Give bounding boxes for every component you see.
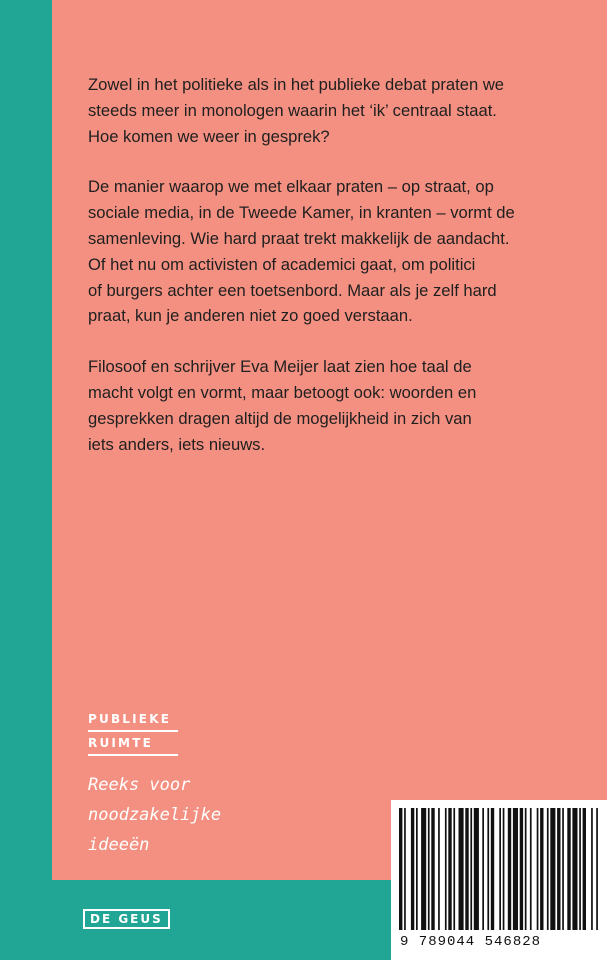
- blurb-line: gesprekken dragen altijd de mogelijkheid in zich van: [88, 408, 472, 428]
- back-cover-blurb: [88, 72, 588, 482]
- series-logo-rule: [88, 730, 178, 732]
- blurb-line: steeds meer in monologen waarin het ‘ik’ centraal staat.: [88, 100, 497, 120]
- series-logo: [88, 710, 178, 756]
- blurb-line: Hoe komen we weer in gesprek?: [88, 126, 330, 146]
- series-logo-line1: PUBLIEKE: [88, 712, 172, 726]
- blurb-line: Of het nu om activisten of academici gaat, om politici: [88, 254, 476, 274]
- blurb-paragraph-2: [88, 174, 588, 329]
- blurb-paragraph-3: [88, 354, 588, 457]
- tagline-line: ideeën: [88, 835, 150, 855]
- blurb-line: of burgers achter een toetsenbord. Maar als je zelf hard: [88, 280, 497, 300]
- tagline-line: noodzakelijke: [88, 805, 222, 825]
- blurb-line: De manier waarop we met elkaar praten – op straat, op: [88, 177, 494, 197]
- blurb-line: macht volgt en vormt, maar betoogt ook: woorden en: [88, 382, 477, 402]
- series-logo-rule: [88, 754, 178, 756]
- blurb-line: iets anders, iets nieuws.: [88, 434, 266, 454]
- blurb-line: praat, kun je anderen niet zo goed verstaan.: [88, 306, 413, 326]
- series-tagline: [88, 770, 221, 860]
- isbn-number: 9 789044 546828: [400, 934, 542, 950]
- blurb-line: Zowel in het politieke als in het publieke debat praten we: [88, 75, 505, 94]
- publisher-logo: DE GEUS: [83, 909, 170, 929]
- series-logo-line2: RUIMTE: [88, 736, 153, 750]
- tagline-line: Reeks voor: [88, 775, 191, 795]
- blurb-line: Filosoof en schrijver Eva Meijer laat zien hoe taal de: [88, 357, 472, 377]
- blurb-line: sociale media, in de Tweede Kamer, in kranten – vormt de: [88, 203, 515, 223]
- blurb-line: samenleving. Wie hard praat trekt makkelijk de aandacht.: [88, 228, 510, 248]
- blurb-paragraph-1: [88, 72, 588, 149]
